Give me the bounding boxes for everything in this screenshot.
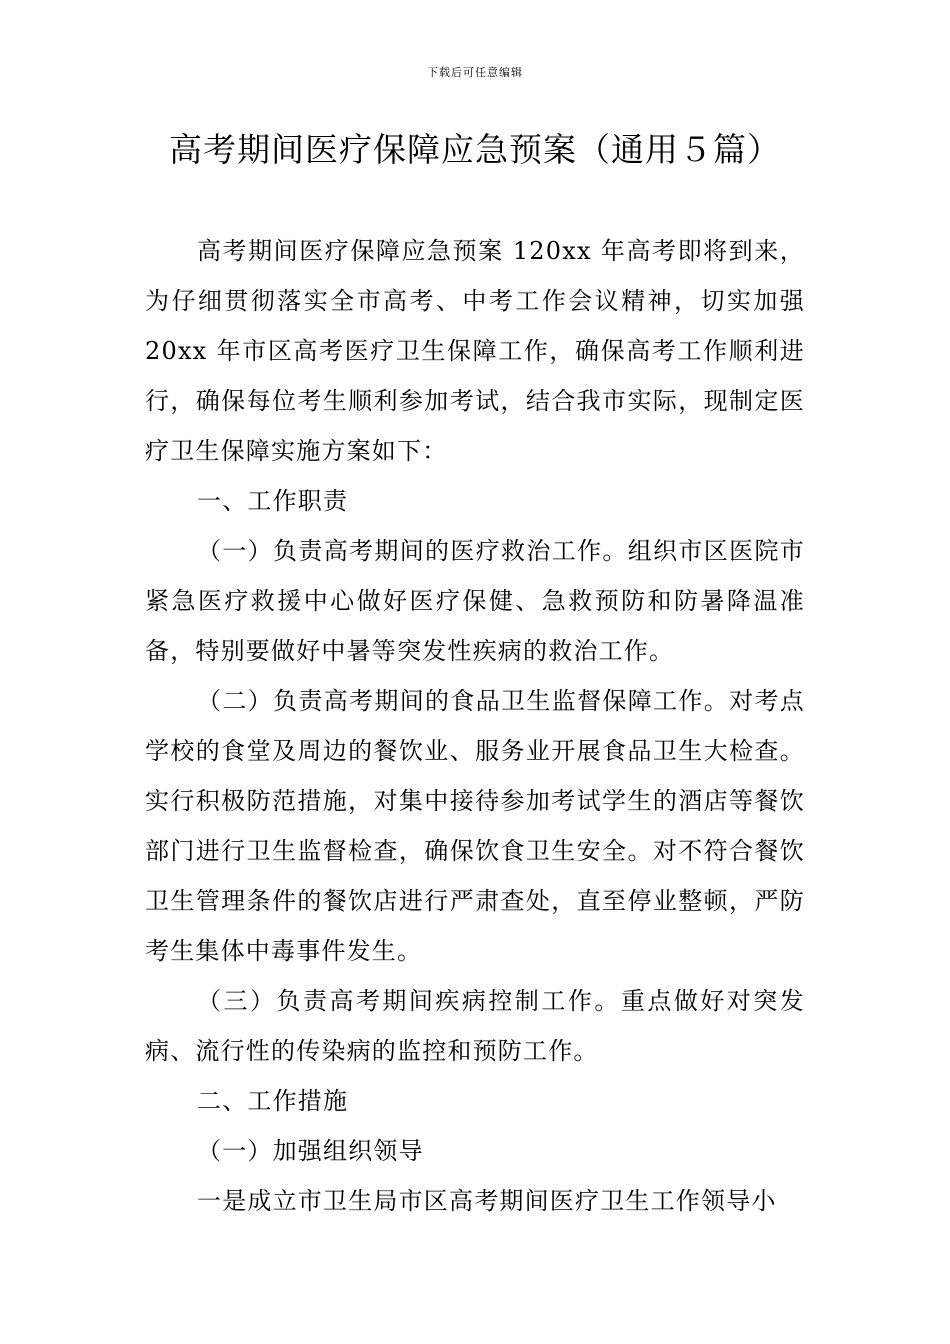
header-note: 下载后可任意编辑 [427,66,523,79]
paragraph-leadership-group: 一是成立市卫生局市区高考期间医疗卫生工作领导小 [197,1187,777,1215]
paragraph-medical-treatment: （一）负责高考期间的医疗救治工作。组织市区医院市紧急医疗救援中心做好医疗保健、急救预防和防暑降温准备，特别要做好中暑等突发性疾病的救治工作。 [145,537,805,665]
paragraph-food-safety: （二）负责高考期间的食品卫生监督保障工作。对考点学校的食堂及周边的餐饮业、服务业开展食品卫生大检查。实行积极防范措施，对集中接待参加考试学生的酒店等餐饮部门进行卫生监督检查，确保饮食卫生安全。对不符合餐饮卫生管理条件的餐饮店进行严肃查处，直至停业整顿，严防考生集体中毒事件发生。 [145,687,805,965]
subheading-leadership: （一）加强组织领导 [197,1137,424,1165]
document-title: 高考期间医疗保障应急预案（通用５篇） [169,130,781,169]
paragraph-disease-control: （三）负责高考期间疾病控制工作。重点做好对突发病、流行性的传染病的监控和预防工作。 [145,987,805,1065]
document-body [145,226,805,1226]
section-heading-responsibilities: 一、工作职责 [197,487,349,515]
section-heading-measures: 二、工作措施 [197,1087,349,1115]
paragraph-intro: 高考期间医疗保障应急预案 120xx 年高考即将到来，为仔细贯彻落实全市高考、中考工作会议精神，切实加强 20xx 年市区高考医疗卫生保障工作，确保高考工作顺利进行，确保每位考生顺利参加考试，结合我市实际，现制定医疗卫生保障实施方案如下： [145,237,805,465]
